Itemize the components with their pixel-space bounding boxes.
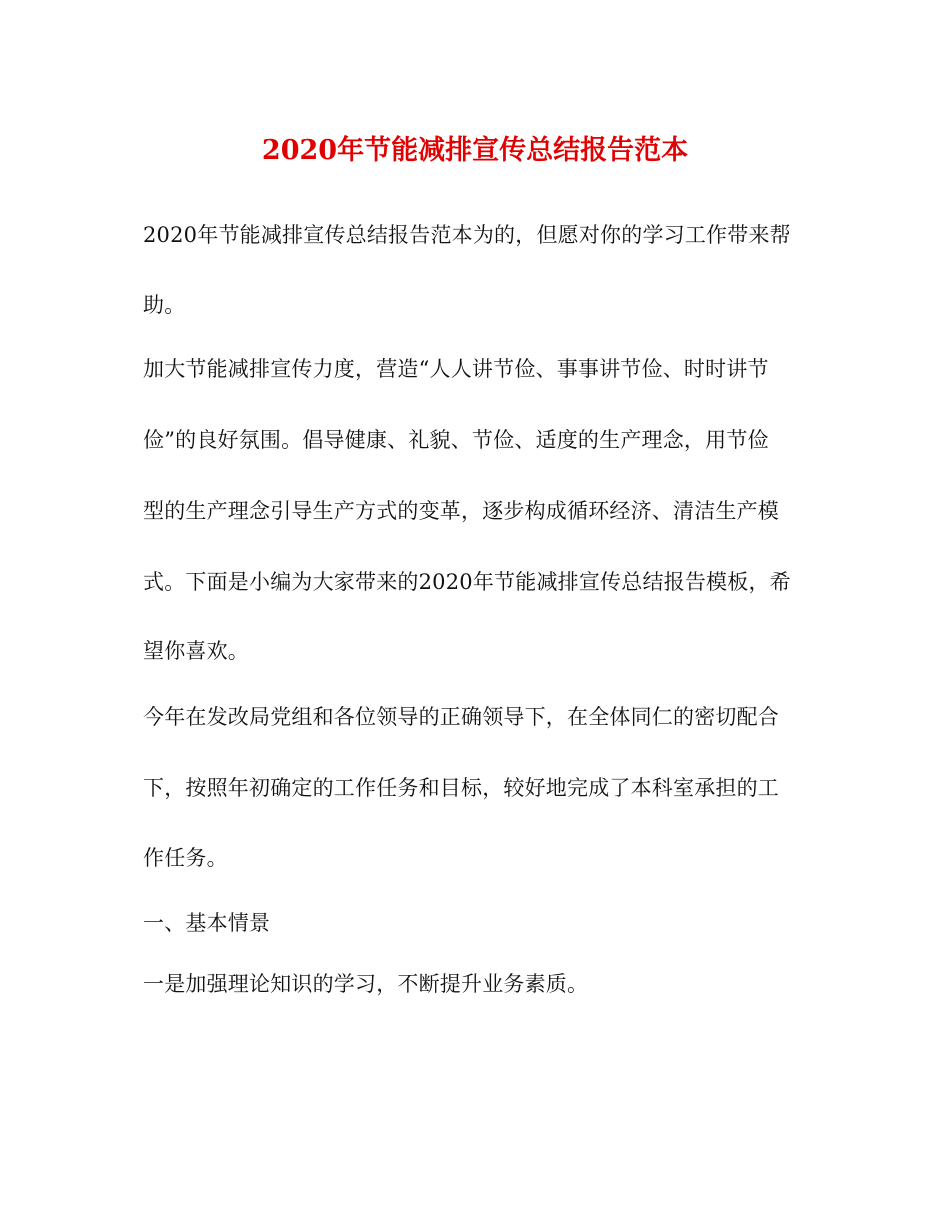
paragraph-energy-saving-l4	[143, 565, 809, 599]
paragraph-work-summary	[143, 700, 809, 734]
paragraph-intro-cont	[143, 288, 809, 322]
paragraph-line: 下，按照年初确定的工作任务和目标，较好地完成了本科室承担的工	[143, 776, 779, 800]
paragraph-energy-saving	[143, 352, 809, 386]
paragraph-work-summary-l2	[143, 771, 809, 805]
paragraph-work-summary-l3	[143, 841, 809, 875]
paragraph-line: 2020年节能减排宣传总结报告范本为的，但愿对你的学习工作带来帮	[143, 223, 791, 247]
document-title: 2020年节能减排宣传总结报告范本	[261, 135, 689, 166]
paragraph-line: 望你喜欢。	[143, 639, 249, 663]
paragraph-line: 俭”的良好氛围。倡导健康、礼貌、节俭、适度的生产理念，用节俭	[143, 428, 769, 452]
paragraph-study	[143, 967, 809, 1001]
paragraph-line: 一、基本情景	[143, 911, 271, 935]
paragraph-line: 式。下面是小编为大家带来的2020年节能减排宣传总结报告模板，希	[143, 570, 791, 594]
paragraph-line: 助。	[143, 293, 186, 317]
paragraph-line: 加大节能减排宣传力度，营造“人人讲节俭、事事讲节俭、时时讲节	[143, 357, 769, 381]
paragraph-line: 今年在发改局党组和各位领导的正确领导下，在全体同仁的密切配合	[143, 705, 779, 729]
paragraph-energy-saving-l2	[143, 423, 809, 457]
paragraph-line: 一是加强理论知识的学习，不断提升业务素质。	[143, 972, 589, 996]
paragraph-line: 型的生产理念引导生产方式的变革，逐步构成循环经济、清洁生产模	[143, 499, 779, 523]
paragraph-energy-saving-l5	[143, 634, 809, 668]
paragraph-energy-saving-l3	[143, 494, 809, 528]
paragraph-line: 作任务。	[143, 846, 228, 870]
paragraph-intro	[143, 218, 809, 252]
section-heading-basic	[143, 906, 809, 940]
